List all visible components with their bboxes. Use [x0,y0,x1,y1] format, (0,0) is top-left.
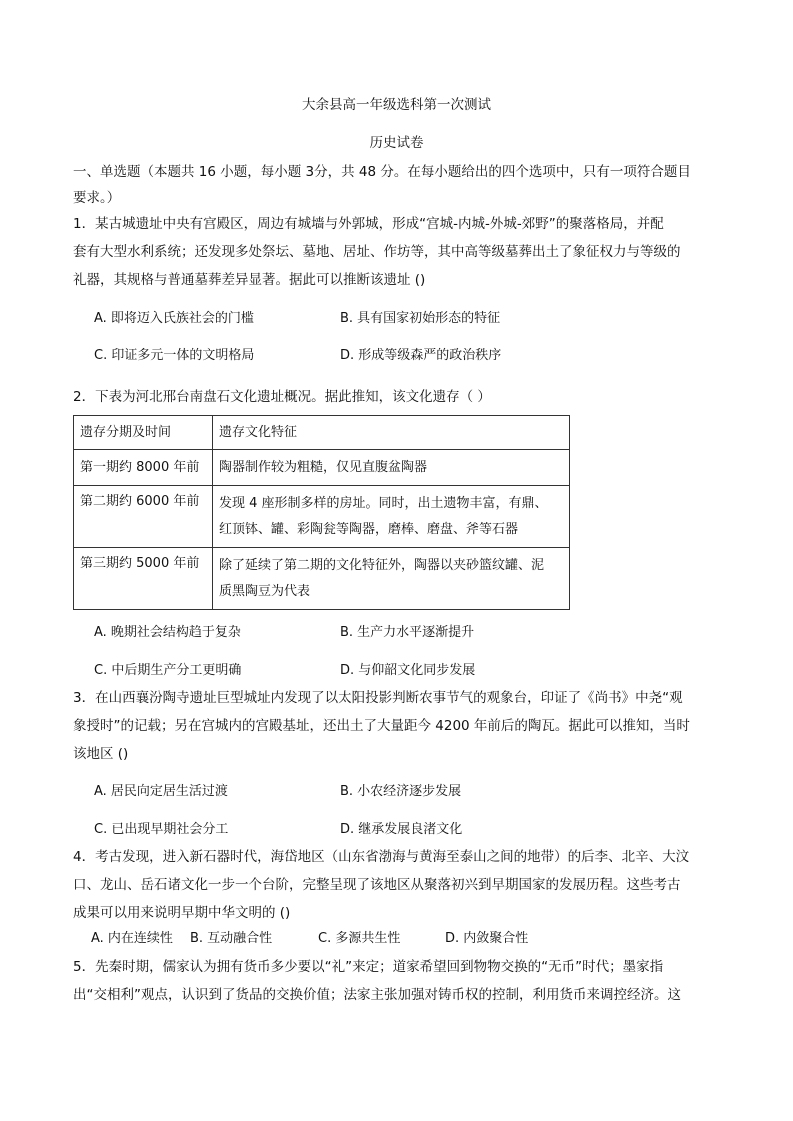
table-cell-line: 发现 4 座形制多样的房址。同时，出土遗物丰富，有鼎、 [219,495,548,511]
q3-option-b: B. 小农经济逐步发展 [340,784,462,799]
q3-option-d: D. 继承发展良渚文化 [340,822,463,837]
q3-stem-line2: 象授时”的记载；另在宫城内的宫殿基址，还出土了大量距今 4200 年前后的陶瓦。据此可以推知，当时 [73,718,690,734]
q1-stem-line1: 1．某古城遗址中央有宫殿区，周边有城墙与外郭城，形成“宫城-内城-外城-郊野”的聚落格局，并配 [73,216,664,232]
table-cell-features [213,486,570,548]
q3-stem-line3: 该地区 () [73,746,129,762]
q1-option-c: C. 印证多元一体的文明格局 [94,348,255,363]
section-instructions-line2: 要求。） [73,190,121,206]
exam-subtitle: 历史试卷 [369,135,424,151]
q2-option-a: A. 晚期社会结构趋于复杂 [94,625,241,640]
q4-option-b: B. 互动融合性 [190,931,273,946]
table-row [74,450,570,486]
q4-option-a: A. 内在连续性 [91,931,173,946]
table-cell-line: 红顶钵、罐、彩陶瓮等陶器，磨棒、磨盘、斧等石器 [219,521,519,537]
table-cell-features: 陶器制作较为粗糙，仅见直腹盆陶器 [213,450,570,486]
q2-option-b: B. 生产力水平逐渐提升 [340,625,475,640]
q3-stem-line1: 3．在山西襄汾陶寺遗址巨型城址内发现了以太阳投影判断农事节气的观象台，印证了《尚书》中尧“观 [73,690,683,706]
section-instructions-line1: 一、单选题（本题共 16 小题，每小题 3分，共 48 分。在每小题给出的四个选项中，只有一项符合题目 [73,164,691,180]
q4-stem-line1: 4．考古发现，进入新石器时代，海岱地区（山东省渤海与黄海至泰山之间的地带）的后李、北辛、大汶 [73,849,690,865]
q1-option-d: D. 形成等级森严的政治秩序 [340,348,502,363]
table-cell-period: 第三期约 5000 年前 [74,548,213,610]
q4-option-c: C. 多源共生性 [318,931,401,946]
table-row [74,548,570,610]
q2-option-c: C. 中后期生产分工更明确 [94,663,242,678]
q5-stem-line1: 5．先秦时期，儒家认为拥有货币多少要以“礼”来定；道家希望回到物物交换的“无币”时代；墨家指 [73,959,664,975]
table-cell-features [213,548,570,610]
q2-table [73,415,570,610]
exam-title: 大余县高一年级选科第一次测试 [302,97,491,113]
q4-stem-line3: 成果可以用来说明早期中华文明的 () [73,905,291,921]
q1-option-a: A. 即将迈入氏族社会的门槛 [94,311,254,326]
q3-option-c: C. 已出现早期社会分工 [94,822,229,837]
q1-stem-line2: 套有大型水利系统；还发现多处祭坛、墓地、居址、作坊等，其中高等级墓葬出土了象征权力与等级的 [73,244,681,260]
table-row [74,486,570,548]
q3-option-a: A. 居民向定居生活过渡 [94,784,228,799]
q4-stem-line2: 口、龙山、岳石诸文化一步一个台阶，完整呈现了该地区从聚落初兴到早期国家的发展历程。这些考古 [73,877,681,893]
table-cell-period: 第一期约 8000 年前 [74,450,213,486]
q2-stem: 2．下表为河北邢台南盘石文化遗址概况。据此推知，该文化遗存（ ） [73,389,491,405]
table-header-period: 遗存分期及时间 [74,416,213,450]
q5-stem-line2: 出“交相利”观点，认识到了货品的交换价值；法家主张加强对铸币权的控制，利用货币来调控经济。这 [73,987,681,1003]
table-cell-line: 质黑陶豆为代表 [219,583,311,599]
table-header-features: 遗存文化特征 [213,416,570,450]
table-header-row [74,416,570,450]
table-cell-period: 第二期约 6000 年前 [74,486,213,548]
q2-option-d: D. 与仰韶文化同步发展 [340,663,476,678]
q1-stem-line3: 礼器，其规格与普通墓葬差异显著。据此可以推断该遗址 () [73,272,426,288]
q4-option-d: D. 内敛聚合性 [445,931,529,946]
q1-option-b: B. 具有国家初始形态的特征 [340,311,501,326]
table-cell-line: 除了延续了第二期的文化特征外，陶器以夹砂篮纹罐、泥 [219,557,545,573]
